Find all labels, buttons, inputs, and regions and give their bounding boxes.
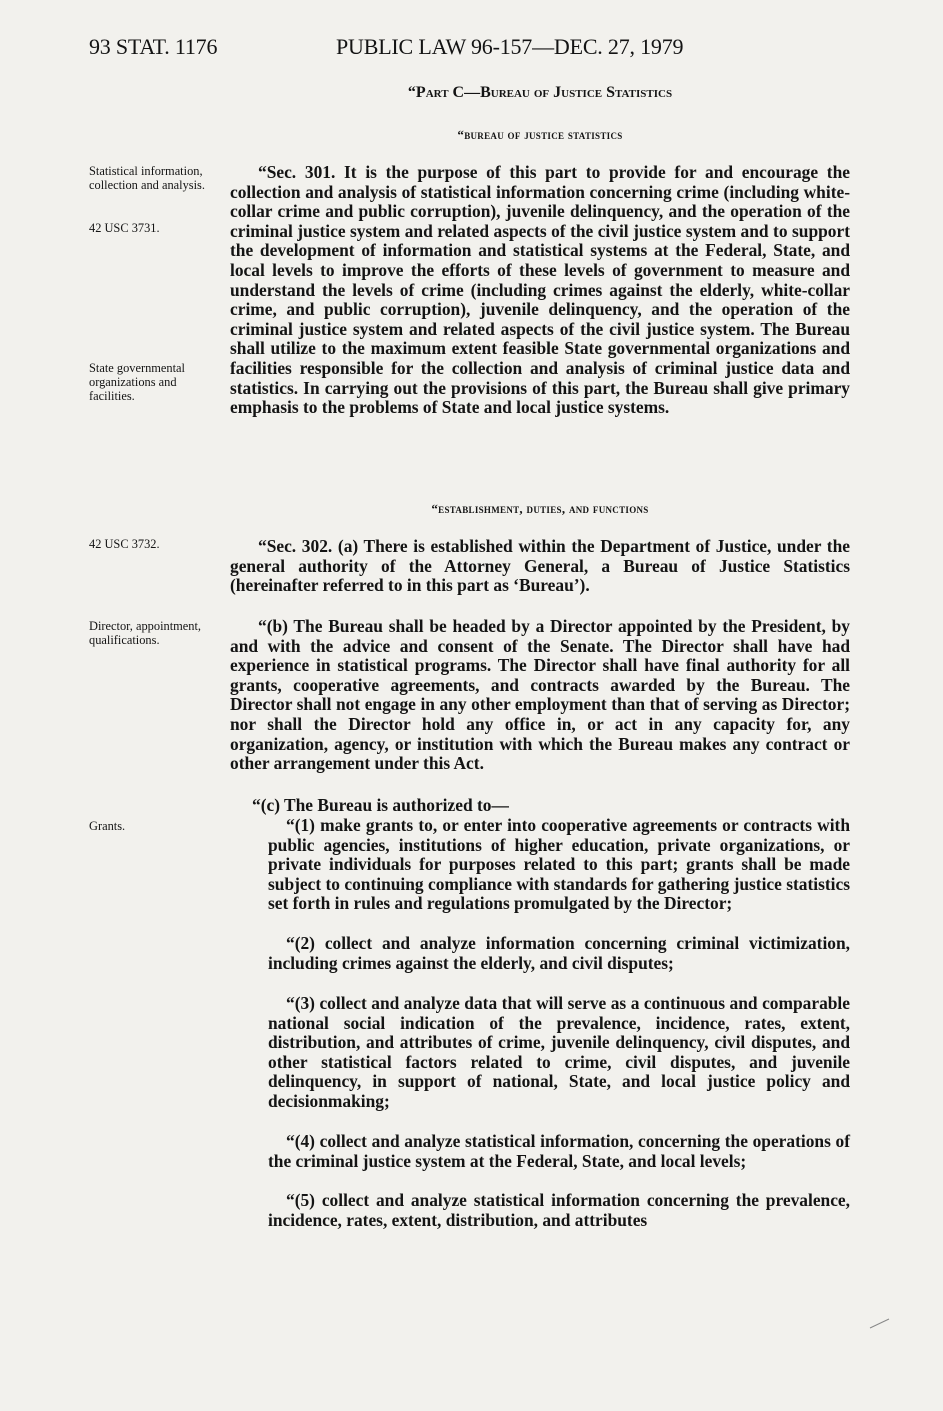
section-302b-text: “(b) The Bureau shall be headed by a Director appointed by the President, by and with the advice and consent of the Senate. The Director shall have had experience in statistical programs. The Director shall have final authority for all grants, cooperative agreements, and contracts awarded by the Bureau. The Director shall not engage in any other employment than that of serving as Director; nor shall the Director hold any office in, or act in any capacity for, any organization, agency, or institution with which the Bureau makes any contract or other arrangement under this Act. — [230, 616, 850, 774]
margin-note-statistical: Statistical information, collection and analysis. — [89, 164, 205, 193]
section-302a-text: “Sec. 302. (a) There is established within the Department of Justice, under the general authority of the Attorney General, a Bureau of Justice Statistics (hereinafter referred to in this part as ‘Bureau’). — [230, 536, 850, 596]
section-301-text: “Sec. 301. It is the purpose of this part to provide for and encourage the collection and analysis of statistical information concerning crime (including white-collar crime and public corruption), juvenile delinquency, and the operation of the criminal justice system and related aspects of the civil justice system and to support the development of information and statistical systems at the Federal, State, and local levels to improve the efforts of these levels of government to measure and understand the levels of crime (including crimes against the elderly, white-collar crime, and public corruption), juvenile delinquency, and the operation of the criminal justice system and related aspects of the civil justice system. The Bureau shall utilize to the maximum extent feasible State governmental organizations and facilities responsible for the collection and analysis of criminal justice data and statistics. In carrying out the provisions of this part, the Bureau shall give primary emphasis to the problems of State and local justice systems. — [230, 162, 850, 418]
margin-note-usc-3731: 42 USC 3731. — [89, 221, 160, 235]
margin-note-director: Director, appointment, qualifications. — [89, 619, 202, 648]
margin-note-state-orgs: State governmental organizations and facilities. — [89, 361, 185, 404]
item-5-text: “(5) collect and analyze statistical information concerning the prevalence, incidence, rates, extent, distribution, and attributes — [268, 1190, 850, 1230]
section-heading-301: “bureau of justice statistics — [457, 127, 623, 142]
item-2-text: “(2) collect and analyze information concerning criminal victimization, including crimes against the elderly, and civil disputes; — [268, 933, 850, 973]
part-title: “Part C—Bureau of Justice Statistics — [407, 84, 673, 101]
margin-note-usc-3732: 42 USC 3732. — [89, 537, 160, 551]
page-header-stat: 93 STAT. 1176 — [89, 34, 218, 59]
pen-mark-icon — [868, 1316, 892, 1330]
section-heading-302: “establishment, duties, and functions — [431, 501, 649, 516]
item-3-text: “(3) collect and analyze data that will serve as a continuous and comparable national social indication of the prevalence, incidence, rates, extent, distribution, and attributes of crime, juvenile delinquency, civil disputes, and other statistical factors related to crime, civil disputes, and juvenile delinquency, in support of national, State, and local justice policy and decisionmaking; — [268, 993, 850, 1111]
page-header-law: PUBLIC LAW 96-157—DEC. 27, 1979 — [336, 34, 684, 59]
margin-note-grants: Grants. — [89, 819, 126, 833]
section-302c-text: “(c) The Bureau is authorized to— — [252, 795, 509, 815]
item-1-text: “(1) make grants to, or enter into cooperative agreements or contracts with public agencies, institutions of higher education, private organizations, or private individuals for purposes related to this part; grants shall be made subject to continuing compliance with standards for gathering justice statistics set forth in rules and regulations promulgated by the Director; — [268, 815, 850, 914]
item-4-text: “(4) collect and analyze statistical information, concerning the operations of the criminal justice system at the Federal, State, and local levels; — [268, 1131, 850, 1171]
